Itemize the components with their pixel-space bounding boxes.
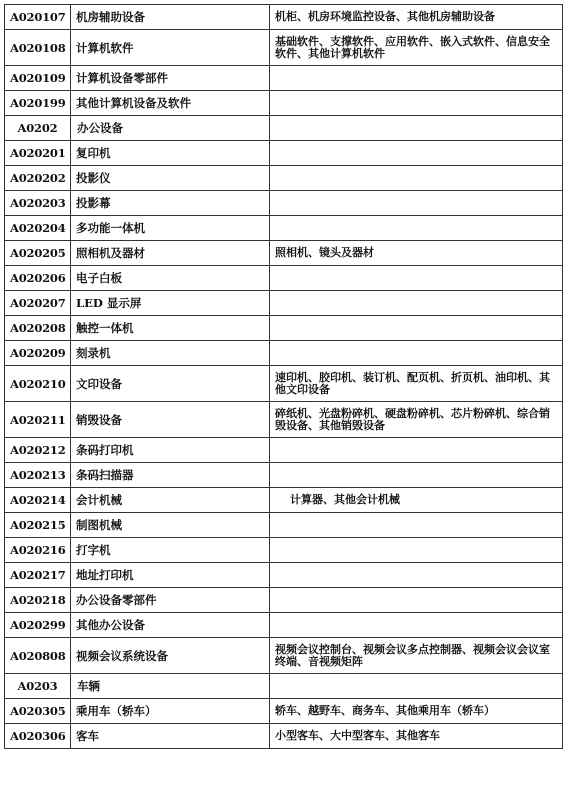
item-code-cell: A020205	[5, 241, 71, 266]
table-row	[5, 316, 563, 341]
item-name-cell: 乘用车（轿车）	[71, 699, 270, 724]
item-name-cell: 地址打印机	[71, 563, 270, 588]
table-row	[5, 513, 563, 538]
table-row	[5, 674, 563, 699]
item-name-cell: 销毁设备	[71, 402, 270, 438]
item-description-cell	[270, 291, 563, 316]
item-description-cell	[270, 191, 563, 216]
item-code-cell: A020213	[5, 463, 71, 488]
item-name-cell: 计算机软件	[71, 30, 270, 66]
item-code-cell: A020209	[5, 341, 71, 366]
table-row	[5, 66, 563, 91]
item-code-cell: A020211	[5, 402, 71, 438]
table-row	[5, 91, 563, 116]
item-description-cell: 速印机、胶印机、装订机、配页机、折页机、油印机、其他文印设备	[270, 366, 563, 402]
item-code-cell: A020215	[5, 513, 71, 538]
table-row	[5, 216, 563, 241]
item-description-cell: 碎纸机、光盘粉碎机、硬盘粉碎机、芯片粉碎机、综合销毁设备、其他销毁设备	[270, 402, 563, 438]
procurement-catalog-table	[4, 4, 563, 749]
item-code-cell: A020212	[5, 438, 71, 463]
item-description-cell	[270, 316, 563, 341]
item-description-cell	[270, 166, 563, 191]
item-code-cell: A020201	[5, 141, 71, 166]
item-name-cell: 客车	[71, 724, 270, 749]
catalog-table-body	[5, 5, 563, 749]
item-description-cell	[270, 563, 563, 588]
table-row	[5, 166, 563, 191]
item-code-cell: A020202	[5, 166, 71, 191]
catalog-page	[4, 4, 562, 749]
table-row	[5, 613, 563, 638]
item-code-cell: A020208	[5, 316, 71, 341]
item-code-cell: A020109	[5, 66, 71, 91]
item-code-cell: A020306	[5, 724, 71, 749]
table-row	[5, 638, 563, 674]
category-name-cell: 办公设备	[71, 116, 270, 141]
table-row	[5, 141, 563, 166]
item-name-cell: 条码扫描器	[71, 463, 270, 488]
table-row	[5, 402, 563, 438]
item-code-cell: A020218	[5, 588, 71, 613]
table-row	[5, 463, 563, 488]
table-row	[5, 366, 563, 402]
item-description-cell	[270, 613, 563, 638]
item-description-cell: 视频会议控制台、视频会议多点控制器、视频会议会议室终端、音视频矩阵	[270, 638, 563, 674]
table-row	[5, 588, 563, 613]
item-code-cell: A020204	[5, 216, 71, 241]
item-code-cell: A020199	[5, 91, 71, 116]
table-row	[5, 266, 563, 291]
item-code-cell: A020107	[5, 5, 71, 30]
item-code-cell: A020808	[5, 638, 71, 674]
item-description-cell: 机柜、机房环境监控设备、其他机房辅助设备	[270, 5, 563, 30]
item-description-cell: 轿车、越野车、商务车、其他乘用车（轿车）	[270, 699, 563, 724]
item-description-cell: 计算器、其他会计机械	[270, 488, 563, 513]
table-row	[5, 191, 563, 216]
item-name-cell: 照相机及器材	[71, 241, 270, 266]
item-code-cell: A0202	[5, 116, 71, 141]
table-row	[5, 341, 563, 366]
item-code-cell: A020305	[5, 699, 71, 724]
item-description-cell	[270, 674, 563, 699]
item-code-cell: A020216	[5, 538, 71, 563]
item-name-cell: 投影仪	[71, 166, 270, 191]
item-description-cell	[270, 463, 563, 488]
item-code-cell: A020299	[5, 613, 71, 638]
table-row	[5, 116, 563, 141]
item-description-cell	[270, 91, 563, 116]
item-description-cell	[270, 341, 563, 366]
item-code-cell: A0203	[5, 674, 71, 699]
item-description-cell	[270, 438, 563, 463]
table-row	[5, 724, 563, 749]
item-name-cell: 条码打印机	[71, 438, 270, 463]
item-name-cell: 触控一体机	[71, 316, 270, 341]
table-row	[5, 563, 563, 588]
item-name-cell: 视频会议系统设备	[71, 638, 270, 674]
item-description-cell	[270, 66, 563, 91]
item-code-cell: A020108	[5, 30, 71, 66]
table-row	[5, 699, 563, 724]
table-row	[5, 30, 563, 66]
item-name-cell: 文印设备	[71, 366, 270, 402]
table-row	[5, 291, 563, 316]
table-row	[5, 538, 563, 563]
item-description-cell	[270, 266, 563, 291]
item-description-cell	[270, 216, 563, 241]
item-description-cell	[270, 116, 563, 141]
item-description-cell: 照相机、镜头及器材	[270, 241, 563, 266]
item-name-cell: 办公设备零部件	[71, 588, 270, 613]
item-name-cell: 刻录机	[71, 341, 270, 366]
item-name-cell: 复印机	[71, 141, 270, 166]
item-name-cell: 电子白板	[71, 266, 270, 291]
item-name-cell: 会计机械	[71, 488, 270, 513]
table-row	[5, 241, 563, 266]
category-name-cell: 车辆	[71, 674, 270, 699]
item-description-cell	[270, 513, 563, 538]
item-name-cell: 机房辅助设备	[71, 5, 270, 30]
item-description-cell	[270, 141, 563, 166]
item-description-cell	[270, 538, 563, 563]
item-description-cell: 小型客车、大中型客车、其他客车	[270, 724, 563, 749]
item-name-cell: 制图机械	[71, 513, 270, 538]
item-code-cell: A020214	[5, 488, 71, 513]
item-description-cell	[270, 588, 563, 613]
item-description-cell: 基础软件、支撑软件、应用软件、嵌入式软件、信息安全软件、其他计算机软件	[270, 30, 563, 66]
item-name-cell: LED 显示屏	[71, 291, 270, 316]
item-code-cell: A020217	[5, 563, 71, 588]
item-name-cell: 计算机设备零部件	[71, 66, 270, 91]
item-code-cell: A020210	[5, 366, 71, 402]
item-code-cell: A020206	[5, 266, 71, 291]
item-name-cell: 投影幕	[71, 191, 270, 216]
table-row	[5, 488, 563, 513]
item-code-cell: A020203	[5, 191, 71, 216]
item-name-cell: 其他计算机设备及软件	[71, 91, 270, 116]
table-row	[5, 438, 563, 463]
item-name-cell: 打字机	[71, 538, 270, 563]
table-row	[5, 5, 563, 30]
item-name-cell: 多功能一体机	[71, 216, 270, 241]
item-name-cell: 其他办公设备	[71, 613, 270, 638]
item-code-cell: A020207	[5, 291, 71, 316]
